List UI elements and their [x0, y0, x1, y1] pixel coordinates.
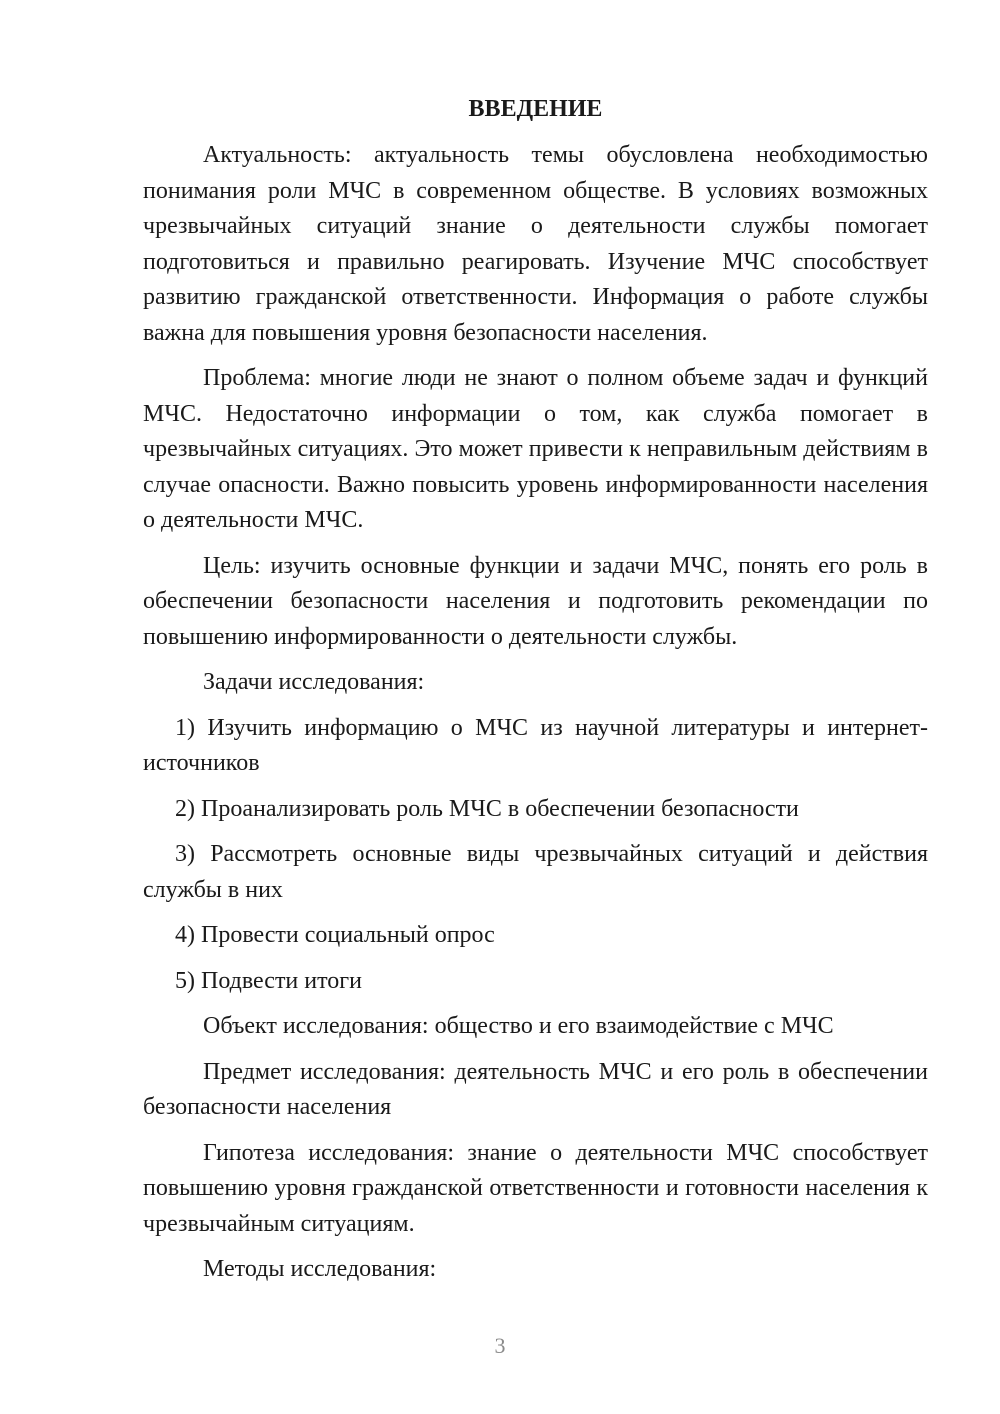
paragraph-relevance: Актуальность: актуальность темы обусловлена необходимостью понимания роли МЧС в современном обществе. В условиях возможных чрезвычайных ситуаций знание о деятельности службы помогает подготовиться и правильно реагировать. Изучение МЧС способствует развитию гражданской ответственности. Информация о работе службы важна для повышения уровня безопасности населения. — [143, 142, 928, 346]
paragraph-object: Объект исследования: общество и его взаимодействие с МЧС — [203, 1013, 834, 1039]
paragraph-problem: Проблема: многие люди не знают о полном объеме задач и функций МЧС. Недостаточно информации о том, как служба помогает в чрезвычайных ситуациях. Это может привести к неправильным действиям в случае опасности. Важно повысить уровень информированности населения о деятельности МЧС. — [143, 365, 928, 533]
list-item: 1) Изучить информацию о МЧС из научной литературы и интернет-источников — [143, 714, 928, 776]
list-item: 2) Проанализировать роль МЧС в обеспечении безопасности — [175, 795, 799, 822]
list-item: 5) Подвести итоги — [175, 967, 362, 994]
list-item: 3) Рассмотреть основные виды чрезвычайных ситуаций и действия службы в них — [143, 841, 928, 903]
paragraph-tasks-intro: Задачи исследования: — [203, 669, 425, 695]
list-item: 4) Провести социальный опрос — [175, 922, 495, 948]
tasks-list — [143, 711, 928, 1000]
paragraph-methods: Методы исследования: — [203, 1256, 437, 1282]
paragraph-goal: Цель: изучить основные функции и задачи МЧС, понять его роль в обеспечении безопасности населения и подготовить рекомендации по повышению информированности о деятельности службы. — [143, 552, 928, 650]
paragraph-subject: Предмет исследования: деятельность МЧС и его роль в обеспечении безопасности населения — [143, 1058, 928, 1120]
document-body — [143, 92, 928, 1298]
paragraph-hypothesis: Гипотеза исследования: знание о деятельности МЧС способствует повышению уровня гражданской ответственности и готовности населения к чрезвычайным ситуациям. — [143, 1139, 928, 1237]
section-heading: ВВЕДЕНИЕ — [468, 96, 603, 122]
page-number: 3 — [494, 1333, 506, 1358]
